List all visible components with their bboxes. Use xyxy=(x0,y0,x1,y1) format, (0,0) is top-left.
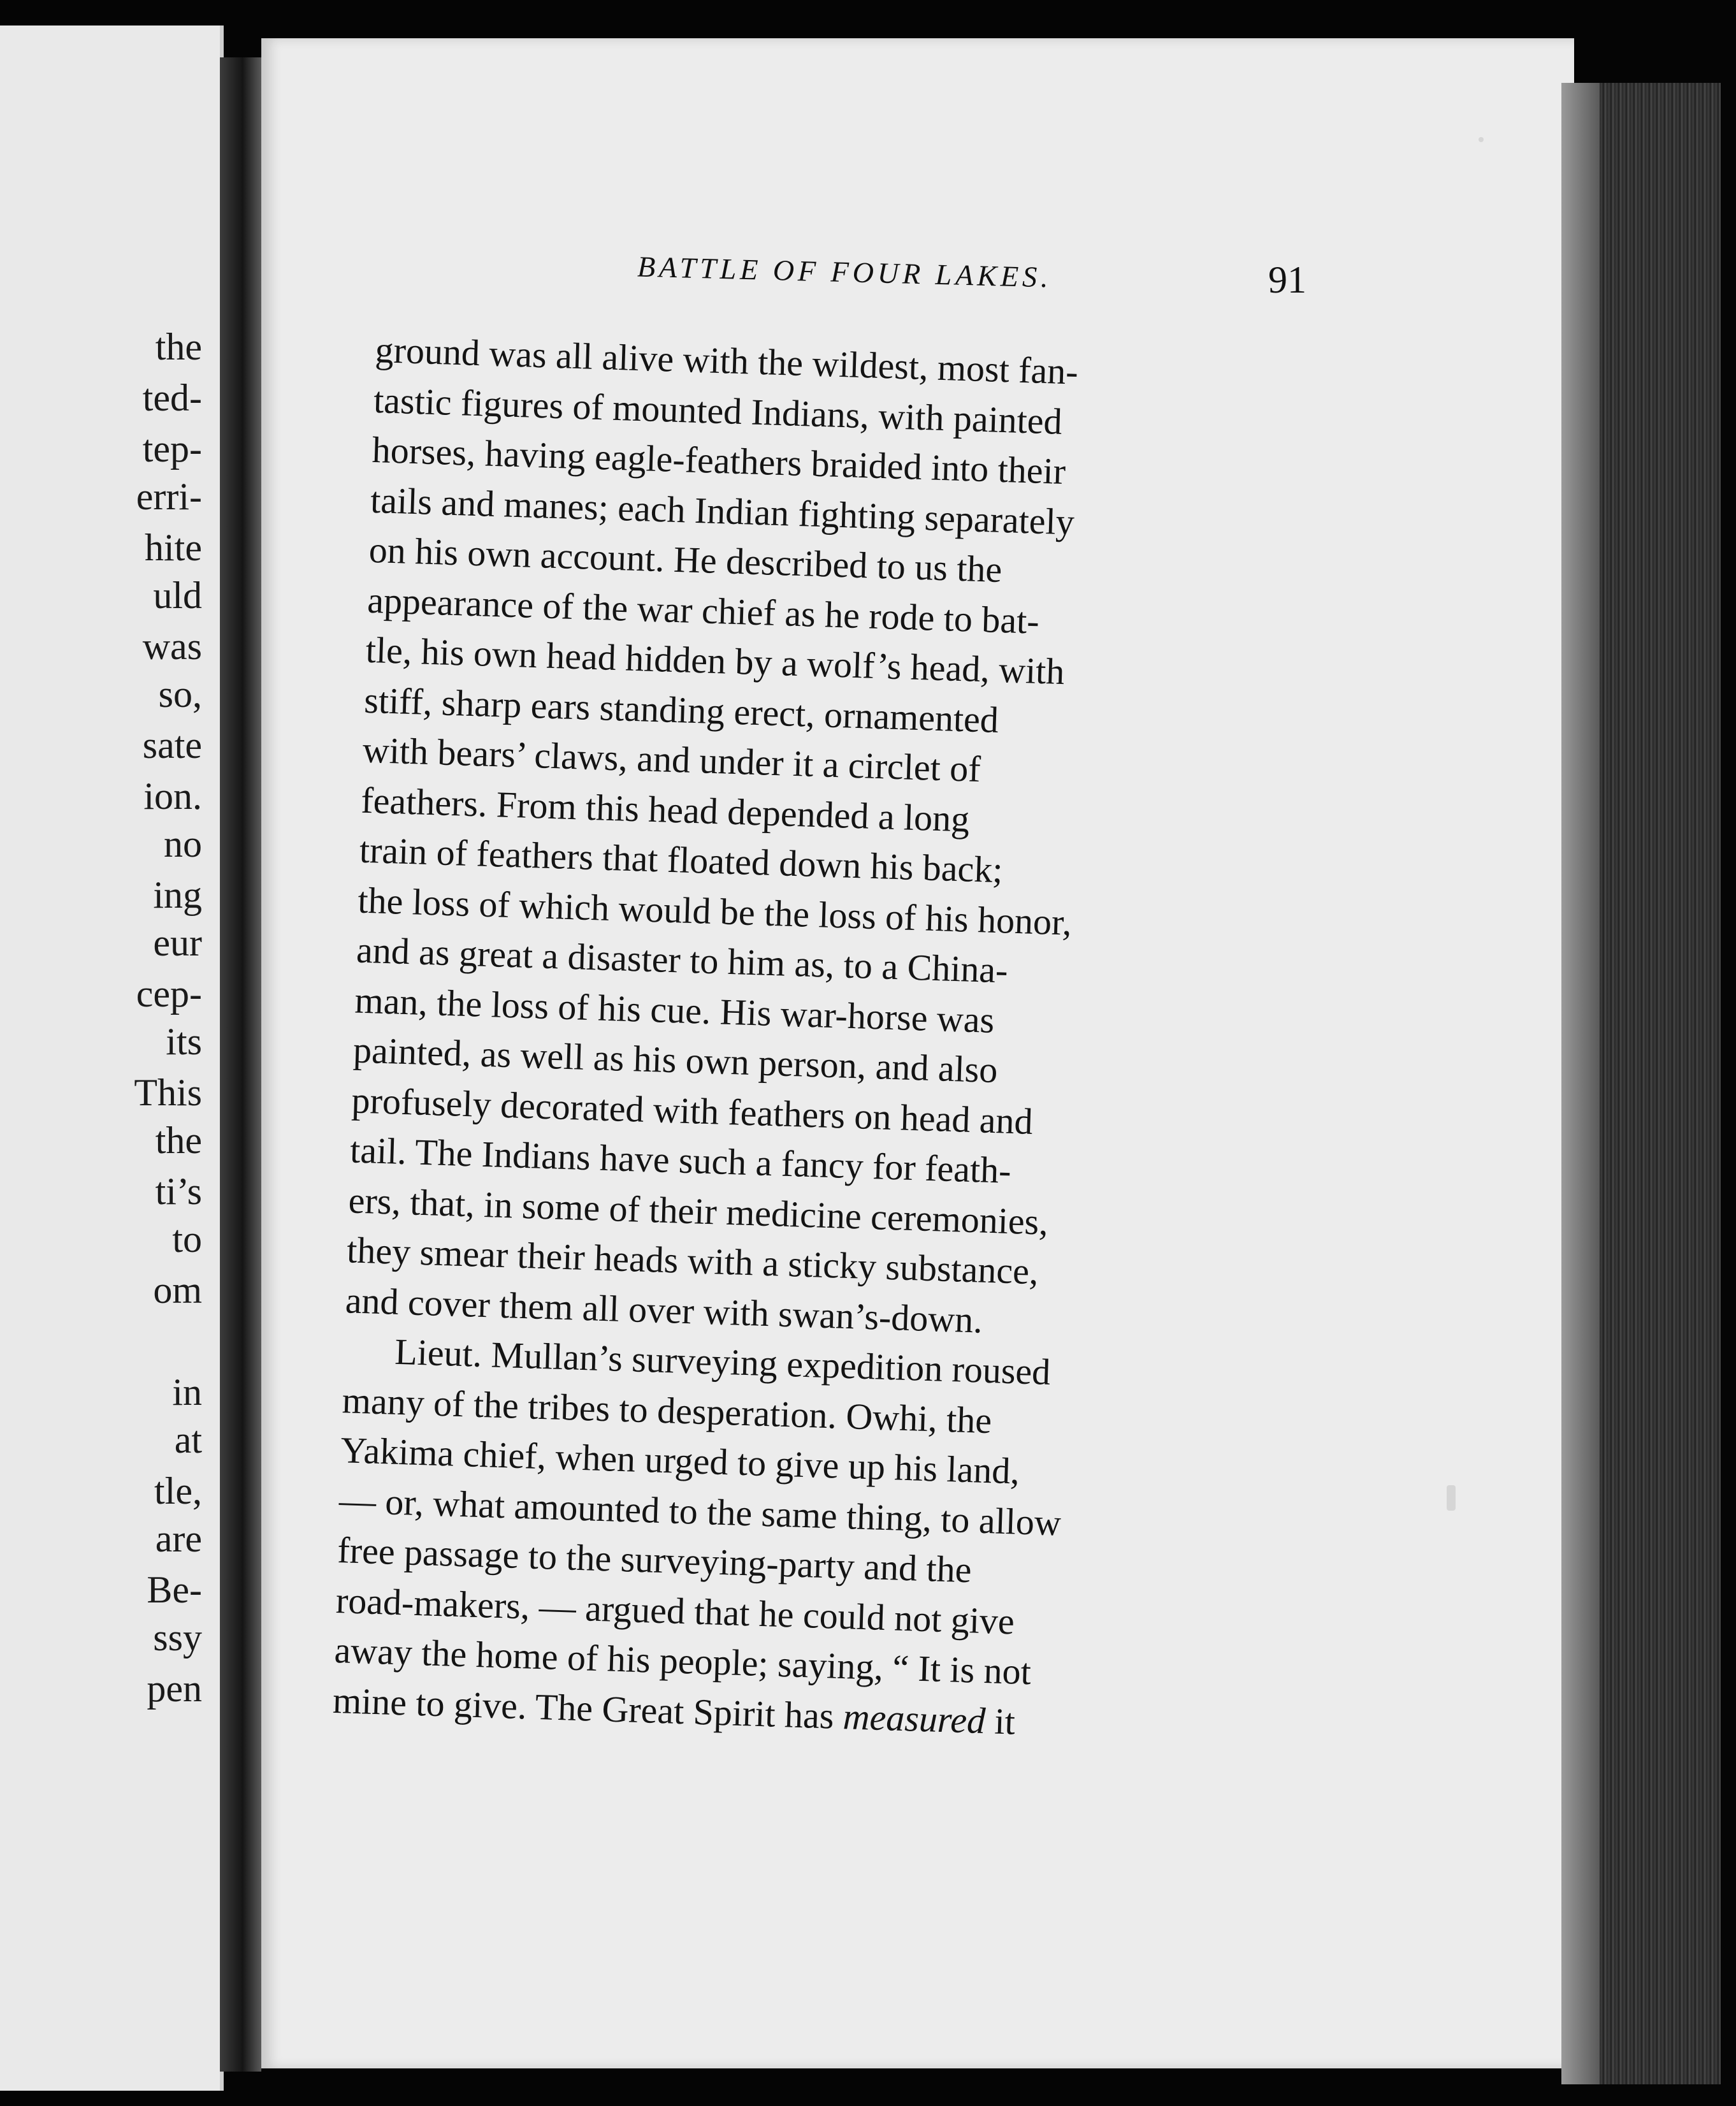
left-page-fragment: the xyxy=(155,1119,202,1161)
text-line: painted, as well as his own person, and also xyxy=(352,1029,999,1091)
text-line: the loss of which would be the loss of his honor, xyxy=(357,879,1073,943)
text-line: and cover them all over with swan’s-down. xyxy=(344,1279,983,1341)
text-line: road-makers, — argued that he could not give xyxy=(335,1579,1015,1642)
text-line: tastic figures of mounted Indians, with painted xyxy=(373,379,1063,442)
left-page-fragment: tep- xyxy=(142,428,202,470)
emphasized-word: measured xyxy=(842,1695,987,1741)
left-page-fragment: the xyxy=(155,326,202,368)
left-page-fragment: ssy xyxy=(153,1616,202,1659)
text-line: with bears’ claws, and under it a circlet of xyxy=(362,729,981,790)
left-page-fragment: erri- xyxy=(136,476,202,518)
text-line: Yakima chief, when urged to give up his land, xyxy=(340,1429,1020,1492)
left-page-fragment: sate xyxy=(142,724,202,766)
left-page-fragment: tle, xyxy=(154,1470,202,1512)
text-line: they smear their heads with a sticky substance, xyxy=(346,1229,1039,1293)
left-page xyxy=(0,25,224,2091)
left-page-fragment: was xyxy=(142,625,202,667)
text-line: many of the tribes to desperation. Owhi, the xyxy=(341,1379,993,1441)
text-line: free passage to the surveying-party and the xyxy=(336,1529,973,1591)
left-page-fragment: at xyxy=(174,1419,202,1461)
text-line: ground was all alive with the wildest, most fan- xyxy=(374,328,1079,393)
text-line: Lieut. Mullan’s surveying expedition roused xyxy=(394,1330,1052,1393)
left-page-fragment: om xyxy=(153,1269,202,1311)
text-line: appearance of the war chief as he rode to bat- xyxy=(366,579,1040,642)
left-page-fragment: ing xyxy=(153,874,202,916)
left-page-fragment: ti’s xyxy=(155,1170,202,1212)
text-line: away the home of his people; saying, “ It is not xyxy=(333,1629,1032,1693)
last-line-end: it xyxy=(985,1699,1016,1743)
text-line: man, the loss of his cue. His war-horse was xyxy=(354,978,995,1041)
left-page-fragment: uld xyxy=(153,574,202,616)
last-line-start: mine to give. The Great Spirit has xyxy=(332,1679,844,1737)
left-page-fragment: ion. xyxy=(143,775,202,817)
left-page-fragment: to xyxy=(172,1218,202,1260)
text-line: ers, that, in some of their medicine ceremonies, xyxy=(347,1179,1049,1243)
text-line: feathers. From this head depended a long xyxy=(360,779,971,840)
left-page-fragment: in xyxy=(172,1371,202,1413)
text-line: and as great a disaster to him as, to a China- xyxy=(356,929,1009,991)
left-page-fragment: cep- xyxy=(136,973,202,1015)
running-head: BATTLE OF FOUR LAKES. xyxy=(637,250,1053,294)
left-page-fragment: its xyxy=(166,1020,202,1063)
left-page-fragment: eur xyxy=(153,922,202,964)
text-line: tle, his own head hidden by a wolf’s head, with xyxy=(365,628,1066,693)
text-line: tails and manes; each Indian fighting separately xyxy=(370,479,1075,543)
text-line: horses, having eagle-feathers braided into their xyxy=(371,428,1067,493)
left-page-fragment: are xyxy=(155,1518,202,1560)
text-line: tail. The Indians have such a fancy for feath- xyxy=(349,1129,1012,1191)
body-text xyxy=(332,325,1306,1755)
left-page-fragment: no xyxy=(164,823,202,865)
text-line: — or, what amounted to the same thing, to allow xyxy=(338,1479,1062,1544)
text-line: on his own account. He described to us the xyxy=(368,528,1003,591)
left-page-fragment: so, xyxy=(158,673,202,715)
left-page-fragment: Be- xyxy=(147,1569,202,1611)
left-page-fragment: pen xyxy=(147,1667,202,1710)
dust-speck xyxy=(1479,137,1484,142)
text-line: profusely decorated with feathers on head and xyxy=(351,1078,1034,1142)
left-page-fragment: ted- xyxy=(142,377,202,419)
dust-speck xyxy=(1447,1485,1456,1511)
page-number: 91 xyxy=(1268,259,1306,301)
text-line: stiff, sharp ears standing erect, ornamented xyxy=(363,679,999,741)
text-line: train of feathers that floated down his back; xyxy=(359,829,1004,891)
book-gutter xyxy=(220,57,261,2072)
page-edge xyxy=(1561,83,1721,2084)
page-edge-highlight xyxy=(1561,83,1600,2084)
left-page-fragment: hite xyxy=(145,526,202,569)
left-page-fragment: This xyxy=(134,1071,202,1114)
